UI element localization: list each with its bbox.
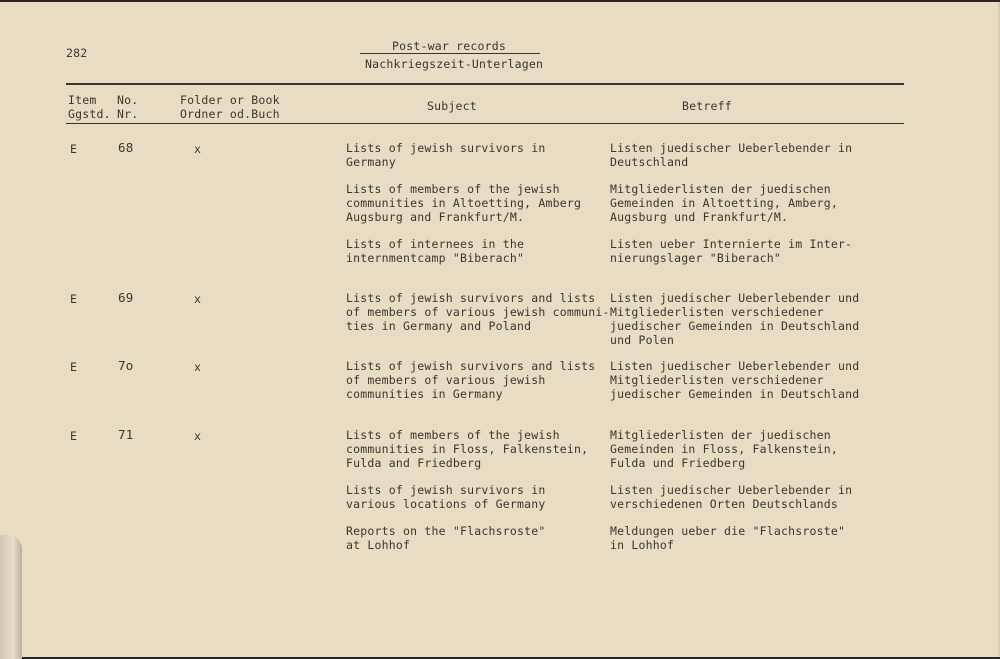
header-item: Item [68,93,97,107]
betreff-line: Listen juedischer Ueberlebender und [610,291,860,305]
betreff-line: verschiedenen Orten Deutschlands [610,497,838,511]
subject-line: communities in Altoetting, Amberg [346,196,582,210]
page-number: 282 [66,46,88,60]
subject-line: Lists of jewish survivors and lists [346,291,596,305]
row-folder-mark: x [194,429,202,443]
subject-line: ties in Germany and Poland [346,319,532,333]
betreff-line: Gemeinden in Altoetting, Amberg, [610,196,838,210]
subject-line: Lists of members of the jewish [346,182,560,196]
betreff-line: Listen ueber Internierte im Inter- [610,237,853,251]
betreff-line: Mitgliederlisten der juedischen [610,182,831,196]
subject-line: of members of various jewish communi- [346,305,610,319]
subject-line: of members of various jewish [346,373,546,387]
row-folder-mark: x [194,360,202,374]
betreff-line: Deutschland [610,155,689,169]
header-no-de: Nr. [117,107,139,121]
header-bottom-rule [66,123,904,124]
betreff-line: juedischer Gemeinden in Deutschland [610,387,860,401]
subject-line: Lists of jewish survivors in [346,141,546,155]
book-spine-edge [0,535,22,659]
row-item: E [70,360,78,374]
betreff-line: Gemeinden in Floss, Falkenstein, [610,442,838,456]
title-english: Post-war records [392,39,506,53]
subject-line: Lists of jewish survivors in [346,483,546,497]
betreff-line: Mitgliederlisten verschiedener [610,305,824,319]
subject-line: communities in Germany [346,387,503,401]
betreff-line: Mitgliederlisten der juedischen [610,428,831,442]
betreff-line: Augsburg und Frankfurt/M. [610,210,789,224]
betreff-line: Meldungen ueber die "Flachsroste" [610,524,846,538]
title-underline [360,53,540,54]
header-item-de: Ggstd. [68,107,111,121]
header-folder: Folder or Book [180,93,280,107]
row-item: E [70,292,78,306]
betreff-line: nierungslager "Biberach" [610,251,781,265]
title-german: Nachkriegszeit-Unterlagen [365,57,544,71]
subject-line: Reports on the "Flachsroste" [346,524,546,538]
row-number: 71 [118,427,134,442]
header-subject: Subject [427,99,477,113]
subject-line: internmentcamp "Biberach" [346,251,525,265]
betreff-line: Fulda und Friedberg [610,456,746,470]
betreff-line: Listen juedischer Ueberlebender und [610,359,860,373]
betreff-line: Listen juedischer Ueberlebender in [610,141,853,155]
row-folder-mark: x [194,142,202,156]
subject-line: Lists of members of the jewish [346,428,560,442]
betreff-line: Mitgliederlisten verschiedener [610,373,824,387]
subject-line: Augsburg and Frankfurt/M. [346,210,525,224]
header-folder-de: Ordner od.Buch [180,107,280,121]
subject-line: Germany [346,155,396,169]
subject-line: at Lohhof [346,538,411,552]
header-no: No. [117,93,139,107]
subject-line: various locations of Germany [346,497,546,511]
subject-line: Lists of internees in the [346,237,525,251]
row-folder-mark: x [194,292,202,306]
betreff-line: und Polen [610,333,675,347]
row-item: E [70,429,78,443]
betreff-line: juedischer Gemeinden in Deutschland [610,319,860,333]
row-number: 7o [118,358,134,373]
document-page [0,2,1000,657]
betreff-line: in Lohhof [610,538,675,552]
row-number: 69 [118,290,134,305]
subject-line: Fulda and Friedberg [346,456,482,470]
betreff-line: Listen juedischer Ueberlebender in [610,483,853,497]
subject-line: communities in Floss, Falkenstein, [346,442,589,456]
header-betreff: Betreff [682,99,732,113]
row-item: E [70,142,78,156]
subject-line: Lists of jewish survivors and lists [346,359,596,373]
header-top-rule [66,83,904,85]
row-number: 68 [118,140,134,155]
